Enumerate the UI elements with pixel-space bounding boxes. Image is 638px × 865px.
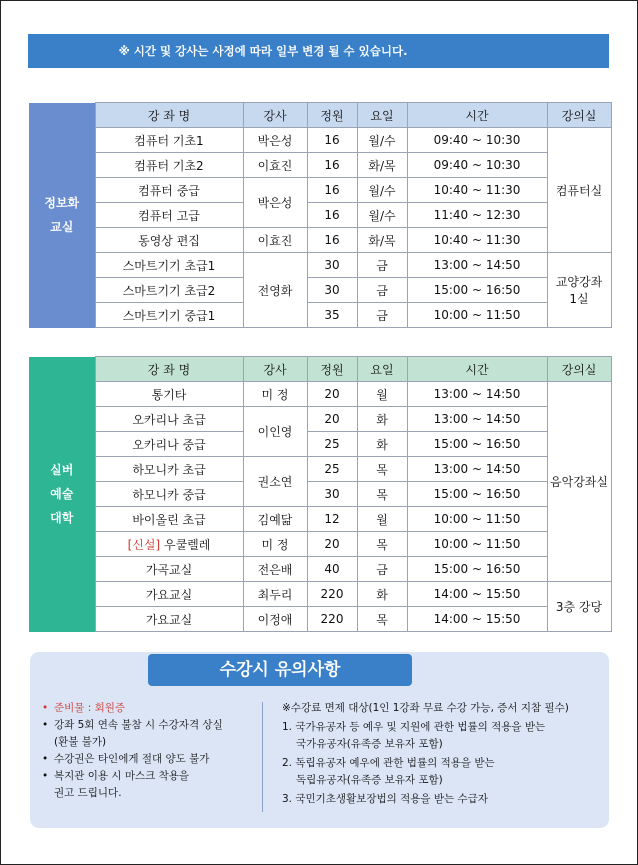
table-row [29, 178, 611, 203]
table-row [29, 153, 611, 178]
instructor: 권소연 [243, 457, 307, 507]
instructor: 전영화 [243, 253, 307, 328]
course-name: 통기타 [95, 382, 243, 407]
header-time: 시간 [407, 103, 547, 128]
table-row [29, 557, 611, 582]
table-row [29, 482, 611, 507]
day: 금 [357, 303, 407, 328]
instructor: 미 정 [243, 532, 307, 557]
day: 금 [357, 278, 407, 303]
capacity: 16 [307, 203, 357, 228]
table-row [29, 128, 611, 153]
time: 14:00 ~ 15:50 [407, 582, 547, 607]
course-name: 바이올린 초급 [95, 507, 243, 532]
time: 10:40 ~ 11:30 [407, 178, 547, 203]
day: 월 [357, 382, 407, 407]
room-music: 음악강좌실 [547, 382, 611, 582]
capacity: 25 [307, 457, 357, 482]
capacity: 16 [307, 153, 357, 178]
list-item: • 준비물 : 회원증 [42, 700, 252, 717]
day: 금 [357, 253, 407, 278]
banner-text: ※ 시간 및 강사는 사정에 따라 일부 변경 될 수 있습니다. [118, 44, 408, 58]
day: 월 [357, 507, 407, 532]
table-row [29, 278, 611, 303]
capacity: 30 [307, 482, 357, 507]
time: 09:40 ~ 10:30 [407, 128, 547, 153]
day: 화 [357, 582, 407, 607]
silver-college-table [29, 356, 612, 632]
instructor: 이효진 [243, 153, 307, 178]
header-day: 요일 [357, 103, 407, 128]
course-name: 하모니카 중급 [95, 482, 243, 507]
header-capacity: 정원 [307, 357, 357, 382]
capacity: 16 [307, 128, 357, 153]
header-room: 강의실 [547, 103, 611, 128]
time: 10:00 ~ 11:50 [407, 532, 547, 557]
time: 09:40 ~ 10:30 [407, 153, 547, 178]
time: 11:40 ~ 12:30 [407, 203, 547, 228]
instructor: 이정애 [243, 607, 307, 632]
day: 화/목 [357, 228, 407, 253]
table-row [29, 457, 611, 482]
header-time: 시간 [407, 357, 547, 382]
course-name: 스마트기기 초급1 [95, 253, 243, 278]
capacity: 30 [307, 253, 357, 278]
course-name: 컴퓨터 중급 [95, 178, 243, 203]
instructor: 이인영 [243, 407, 307, 457]
course-name: 가곡교실 [95, 557, 243, 582]
capacity: 25 [307, 432, 357, 457]
table-row [29, 407, 611, 432]
time: 10:00 ~ 11:50 [407, 303, 547, 328]
list-item: • 강좌 5회 연속 불참 시 수강자격 상실 (환불 불가) [42, 717, 252, 751]
time: 13:00 ~ 14:50 [407, 407, 547, 432]
notice-banner [28, 34, 609, 68]
instructor: 박은성 [243, 178, 307, 228]
course-name: 컴퓨터 기초2 [95, 153, 243, 178]
course-name: 스마트기기 초급2 [95, 278, 243, 303]
course-name: 스마트기기 중급1 [95, 303, 243, 328]
capacity: 20 [307, 407, 357, 432]
instructor: 박은성 [243, 128, 307, 153]
instructor: 김예닮 [243, 507, 307, 532]
day: 목 [357, 532, 407, 557]
list-item: 1. 국가유공자 등 예우 및 지원에 관한 법률의 적용을 받는 [282, 721, 546, 733]
time: 13:00 ~ 14:50 [407, 382, 547, 407]
table-row [29, 203, 611, 228]
table-header-row [29, 357, 611, 382]
instructor: 미 정 [243, 382, 307, 407]
info-class-side-label: 정보화 교실 [29, 103, 95, 328]
list-item: • 수강권은 타인에게 절대 양도 불가 [42, 751, 252, 768]
list-item-cont: 국가유공자(유족증 보유자 포함) [296, 738, 443, 750]
info-class-table [29, 102, 612, 328]
table-row [29, 228, 611, 253]
day: 금 [357, 557, 407, 582]
notes-right-list [282, 700, 600, 808]
time: 14:00 ~ 15:50 [407, 607, 547, 632]
capacity: 220 [307, 607, 357, 632]
header-course: 강 좌 명 [95, 357, 243, 382]
time: 15:00 ~ 16:50 [407, 278, 547, 303]
header-instructor: 강사 [243, 103, 307, 128]
silver-college-side-label: 실버 예술 대학 [29, 357, 95, 632]
notes-title: 수강시 유의사항 [148, 654, 412, 686]
capacity: 35 [307, 303, 357, 328]
course-name: 가요교실 [95, 582, 243, 607]
course-name: 오카리나 초급 [95, 407, 243, 432]
day: 월/수 [357, 203, 407, 228]
day: 화/목 [357, 153, 407, 178]
header-course: 강 좌 명 [95, 103, 243, 128]
room-computer: 컴퓨터실 [547, 128, 611, 253]
table-row [29, 507, 611, 532]
notes-divider [262, 702, 263, 812]
instructor: 최두리 [243, 582, 307, 607]
course-name: 동영상 편집 [95, 228, 243, 253]
table-row [29, 607, 611, 632]
table-row [29, 532, 611, 557]
instructor: 이효진 [243, 228, 307, 253]
new-course-tag: [신설] [127, 537, 161, 552]
room-hall: 3층 강당 [547, 582, 611, 632]
course-name: 가요교실 [95, 607, 243, 632]
day: 화 [357, 407, 407, 432]
table-row [29, 382, 611, 407]
capacity: 40 [307, 557, 357, 582]
table-row [29, 253, 611, 278]
time: 15:00 ~ 16:50 [407, 557, 547, 582]
day: 월/수 [357, 128, 407, 153]
room-liberal: 교양강좌 1실 [547, 253, 611, 328]
header-day: 요일 [357, 357, 407, 382]
day: 목 [357, 482, 407, 507]
list-item: • 복지관 이용 시 마스크 착용을 권고 드립니다. [42, 768, 252, 802]
time: 13:00 ~ 14:50 [407, 253, 547, 278]
table-header-row [29, 103, 611, 128]
time: 15:00 ~ 16:50 [407, 432, 547, 457]
list-item: 3. 국민기초생활보장법의 적용을 받는 수급자 [282, 793, 488, 805]
time: 10:00 ~ 11:50 [407, 507, 547, 532]
time: 15:00 ~ 16:50 [407, 482, 547, 507]
list-item-cont: 독립유공자(유족증 보유자 포함) [296, 774, 443, 786]
capacity: 220 [307, 582, 357, 607]
course-name: [신설] 우쿨렐레 [95, 532, 243, 557]
instructor: 전은배 [243, 557, 307, 582]
table-row [29, 303, 611, 328]
day: 화 [357, 432, 407, 457]
day: 월/수 [357, 178, 407, 203]
header-capacity: 정원 [307, 103, 357, 128]
exemption-heading: ※수강료 면제 대상(1인 1강좌 무료 수강 가능, 증서 지참 필수) [282, 702, 569, 714]
day: 목 [357, 607, 407, 632]
header-instructor: 강사 [243, 357, 307, 382]
capacity: 16 [307, 178, 357, 203]
capacity: 20 [307, 532, 357, 557]
course-name: 하모니카 초급 [95, 457, 243, 482]
time: 10:40 ~ 11:30 [407, 228, 547, 253]
course-name: 컴퓨터 고급 [95, 203, 243, 228]
time: 13:00 ~ 14:50 [407, 457, 547, 482]
header-room: 강의실 [547, 357, 611, 382]
capacity: 12 [307, 507, 357, 532]
capacity: 20 [307, 382, 357, 407]
capacity: 16 [307, 228, 357, 253]
course-name: 오카리나 중급 [95, 432, 243, 457]
course-name: 컴퓨터 기초1 [95, 128, 243, 153]
capacity: 30 [307, 278, 357, 303]
table-row [29, 432, 611, 457]
notes-left-list [42, 700, 252, 802]
table-row [29, 582, 611, 607]
day: 목 [357, 457, 407, 482]
list-item: 2. 독립유공자 예우에 관한 법률의 적용을 받는 [282, 757, 495, 769]
